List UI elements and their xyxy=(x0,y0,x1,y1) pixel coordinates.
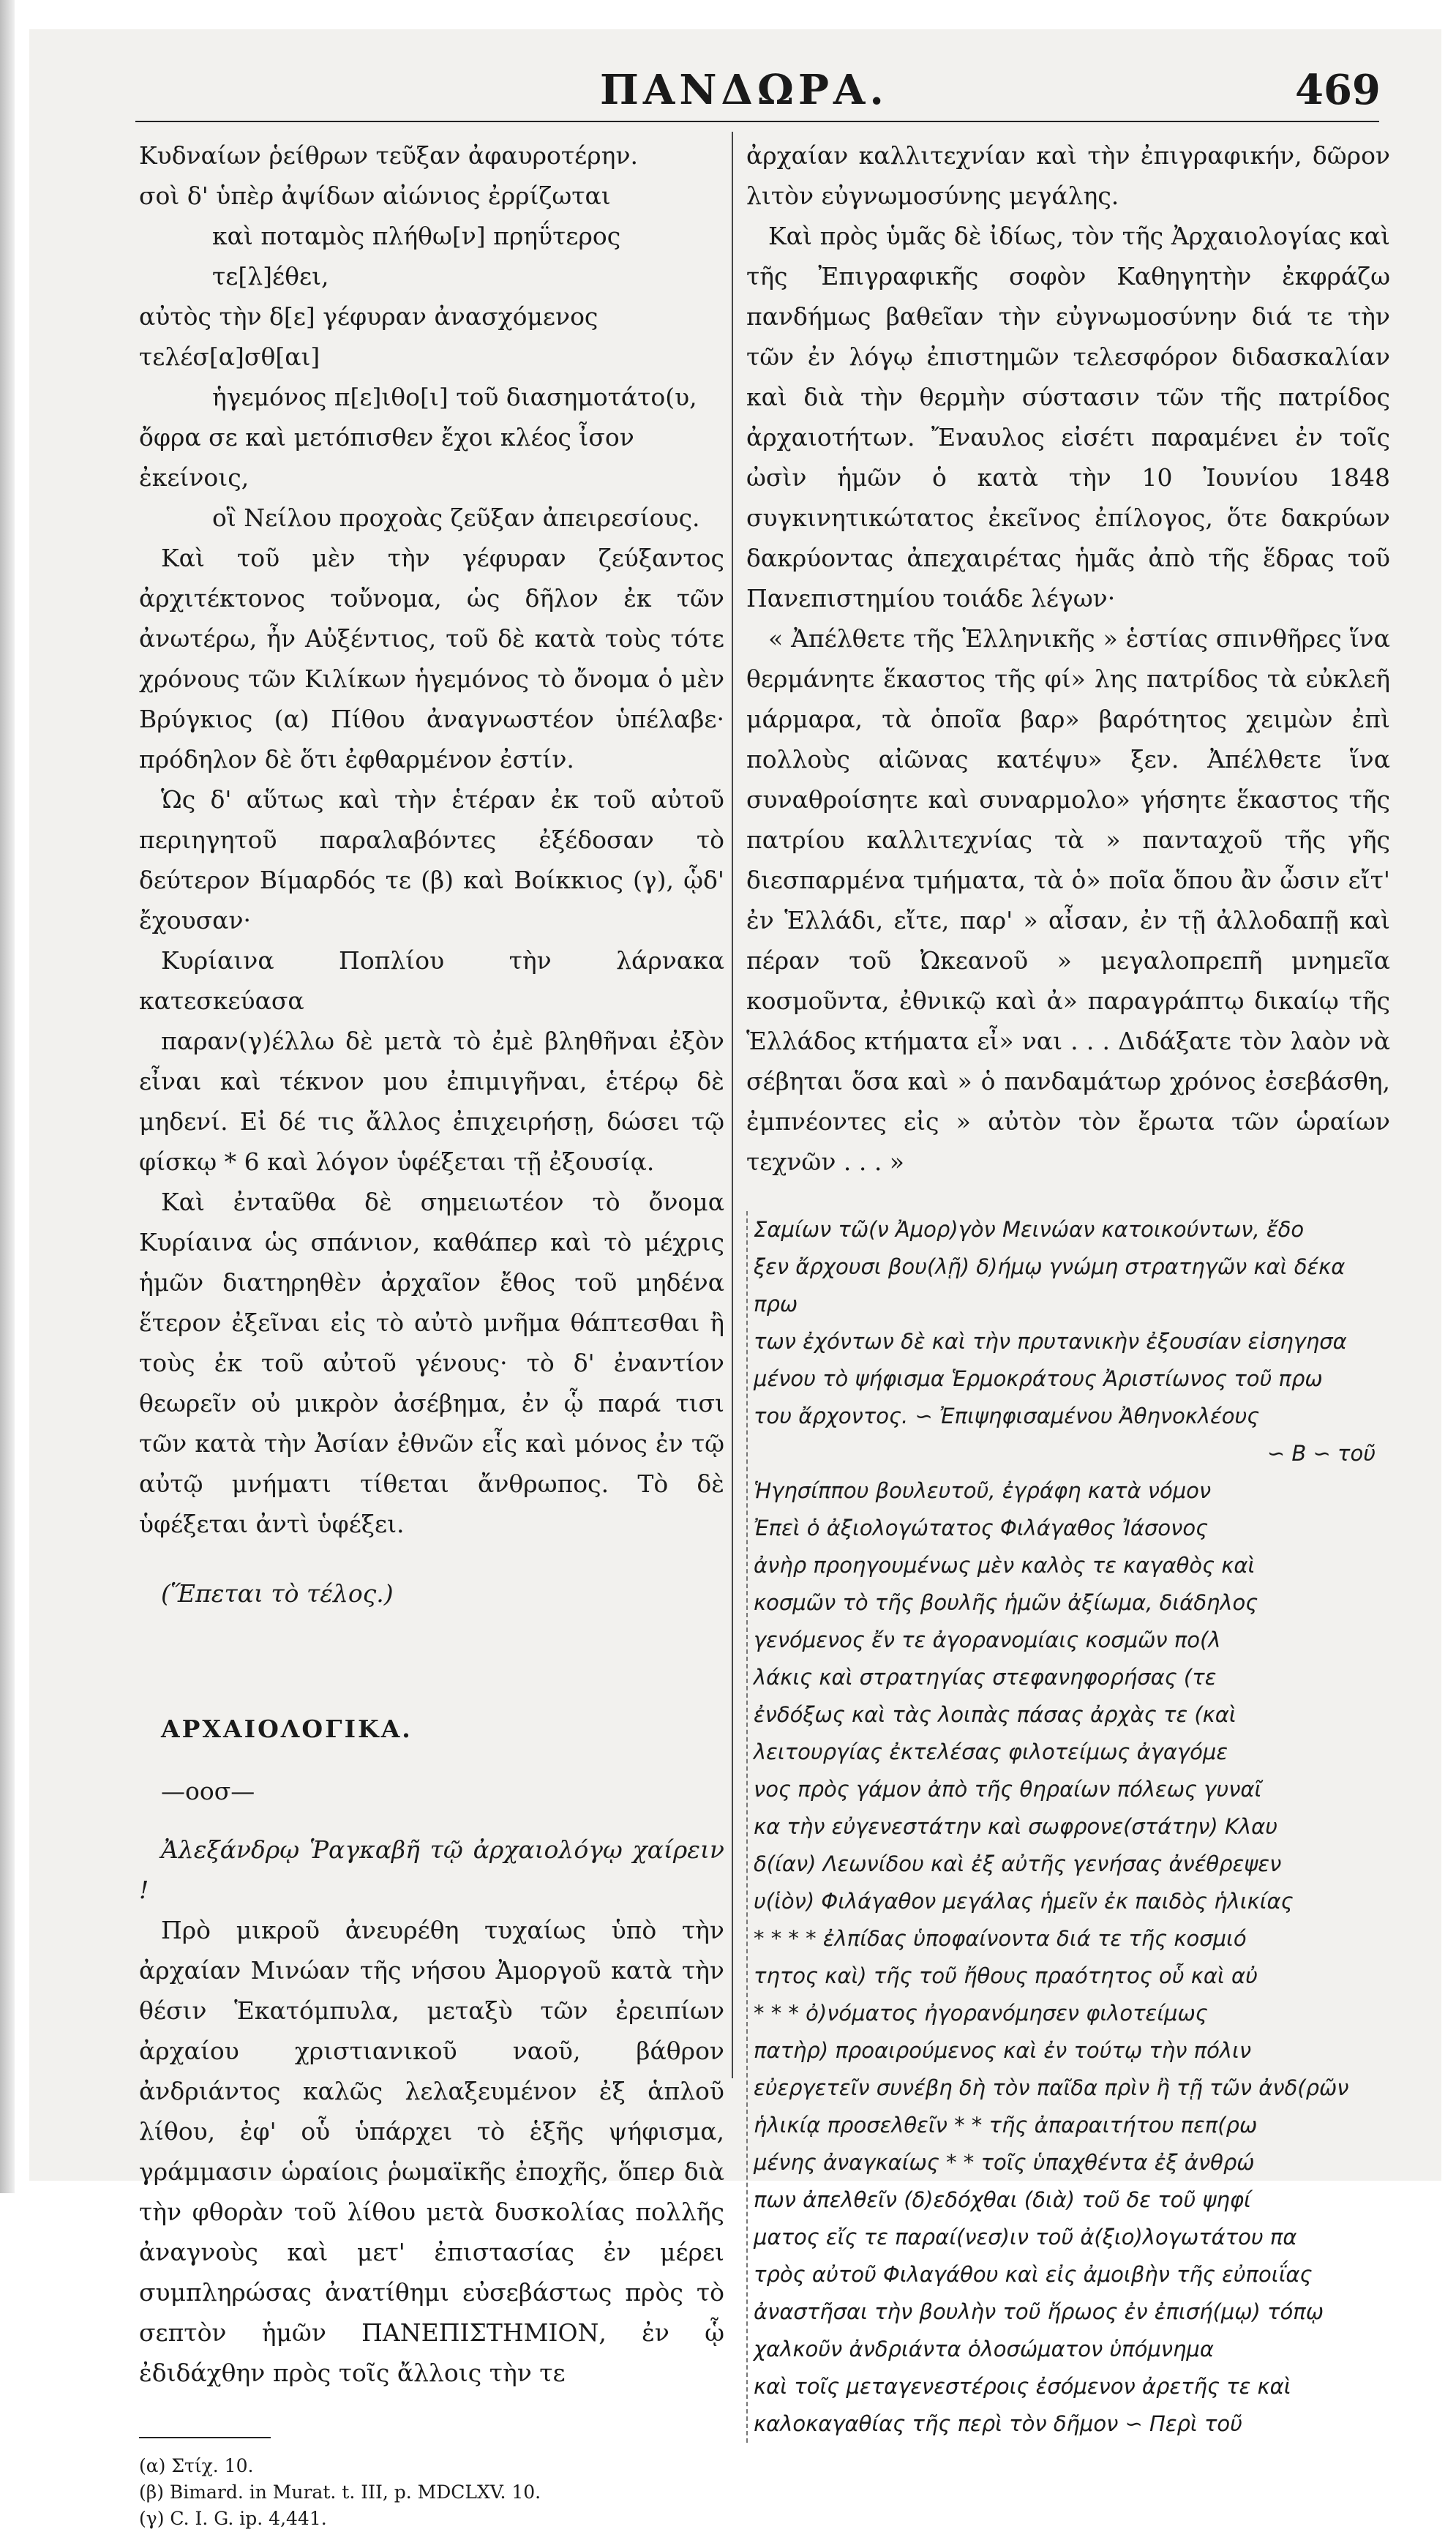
inscription-line: υ(ἱὸν) Φιλάγαθον μεγάλας ἡμεῖν ἐκ παιδὸς ἡλικίας xyxy=(754,1889,1294,1914)
paragraph: Ὡς δ' αὕτως καὶ τὴν ἑτέραν ἐκ τοῦ αὐτοῦ περιηγητοῦ παραλαβόντες ἐξέδοσαν τὸ δεύτερον Βίμαρδός τε (β) καὶ Βοίκκιος (γ), ᾧδ' ἔχουσαν· xyxy=(139,785,724,934)
inscription-line: τητος καὶ) τῆς τοῦ ἤθους πραότητος οὗ καὶ αὐ xyxy=(754,1963,1258,1988)
right-column xyxy=(746,135,1390,2443)
inscription-line: Ἐπεὶ ὁ ἀξιολογώτατος Φιλάγαθος Ἰάσονος xyxy=(754,1516,1209,1540)
poem-line: ὄφρα σε καὶ μετόπισθεν ἔχοι κλέος ἶσον ἐκείνοις, xyxy=(139,423,634,492)
quoted-inscription-line: Κυρίαινα Ποπλίου τὴν λάρνακα κατεσκεύασα xyxy=(139,946,724,1015)
footnotes xyxy=(139,2453,724,2532)
inscription-line: λάκις καὶ στρατηγίας στεφανηφορήσας (τε xyxy=(754,1665,1217,1690)
inscription-line: μένου τὸ ψήφισμα Ἑρμοκράτους Ἀριστίωνος τοῦ πρω xyxy=(754,1366,1323,1391)
left-prose xyxy=(139,538,724,2532)
poem-excerpt xyxy=(139,135,724,538)
running-title: ΠΑΝΔΩΡΑ. xyxy=(600,66,888,114)
right-prose xyxy=(746,135,1390,1182)
poem-line: σοὶ δ' ὑπὲρ ἀψίδων αἰώνιος ἐρρίζωται xyxy=(139,181,611,210)
poem-line: αὐτὸς τὴν δ[ε] γέφυραν ἀνασχόμενος τελέσ[α]σθ[αι] xyxy=(139,302,598,371)
footnote: (α) Στίχ. 10. xyxy=(139,2455,254,2476)
section-title: ΑΡΧΑΙΟΛΟΓΙΚΑ. xyxy=(161,1715,413,1743)
paragraph: Καὶ ἐνταῦθα δὲ σημειωτέον τὸ ὄνομα Κυρίαινα ὡς σπάνιον, καθάπερ καὶ τὸ μέχρις ἡμῶν διατηρηθὲν ἀρχαῖον ἔθος τοῦ μηδένα ἕτερον ἐξεῖναι εἰς τὸ αὐτὸ μνῆμα θάπτεσθαι ἢ τοὺς ἐκ τοῦ αὐτοῦ γένους· τὸ δ' ἐναντίον θεωρεῖν οὐ μικρὸν ἀσέβημα, ἐν ᾧ παρά τισι τῶν κατὰ τὴν Ἀσίαν ἐθνῶν εἷς καὶ μόνος ἐν τῷ αὐτῷ μνήματι τίθεται ἄνθρωπος. Τὸ δὲ ὑφέξεται ἀντὶ ὑφέξει. xyxy=(139,1188,724,1538)
inscription-line: δ(ίαν) Λεωνίδου καὶ ἐξ αὐτῆς γενήσας ἀνέθρεψεν xyxy=(754,1851,1282,1876)
salutation: Ἀλεξάνδρῳ Ῥαγκαβῆ τῷ ἀρχαιολόγῳ χαίρειν ! xyxy=(139,1835,724,1904)
inscription-line: Ἡγησίππου βουλευτοῦ, ἐγράφη κατὰ νόμον xyxy=(754,1478,1212,1503)
inscription-line: Σαμίων τῶ(ν Ἀμορ)γὸν Μεινώαν κατοικούντων, ἔδο xyxy=(754,1217,1305,1242)
poem-line: οἳ Νείλου προχοὰς ζεῦξαν ἀπειρεσίους. xyxy=(212,503,700,532)
column-divider xyxy=(732,132,733,2078)
left-column xyxy=(139,135,724,2532)
inscription-line: ἀνὴρ προηγουμένως μὲν καλὸς τε καγαθὸς καὶ xyxy=(754,1553,1256,1578)
inscription-line: * * * * ἐλπίδας ὑποφαίνοντα διά τε τῆς κοσμιό xyxy=(754,1926,1247,1951)
paragraph: Καὶ πρὸς ὑμᾶς δὲ ἰδίως, τὸν τῆς Ἀρχαιολογίας καὶ τῆς Ἐπιγραφικῆς σοφὸν Καθηγητὴν ἐκφράζω πανδήμως βαθεῖαν τὴν εὐγνωμοσύνην διά τε τὴν τῶν ἐν λόγῳ ἐπιστημῶν τελεσφόρον διδασκαλίαν καὶ διὰ τὴν θερμὴν σύστασιν τῶν τῆς πατρίδος ἀρχαιοτήτων. Ἔναυλος εἰσέτι παραμένει ἐν τοῖς ὠσὶν ἡμῶν ὁ κατὰ τὴν 10 Ἰουνίου 1848 συγκινητικώτατος ἐκεῖνος ἐπίλογος, ὅτε δακρύων δακρύοντας ἀπεχαιρέτας ἡμᾶς ἀπὸ τῆς ἕδρας τοῦ Πανεπιστημίου τοιάδε λέγων· xyxy=(746,222,1390,613)
paragraph: Πρὸ μικροῦ ἀνευρέθη τυχαίως ὑπὸ τὴν ἀρχαίαν Μινώαν τῆς νήσου Ἀμοργοῦ κατὰ τὴν θέσιν Ἑκατόμπυλα, μεταξὺ τῶν ἐρειπίων ἀρχαίου χριστιανικοῦ ναοῦ, βάθρον ἀνδριάντος καλῶς λελαξευμένον ἐξ ἁπλοῦ λίθου, ἐφ' οὗ ὑπάρχει τὸ ἑξῆς ψήφισμα, γράμμασιν ὡραίοις ῥωμαϊκῆς ἐποχῆς, ὅπερ διὰ τὴν φθορὰν τοῦ λίθου μετὰ δυσκολίας πολλῆς ἀναγνοὺς καὶ μετ' ἐπιστασίας ἐν μέρει συμπληρώσας ἀνατίθημι εὐσεβάστως πρὸς τὸ σεπτὸν ἡμῶν ΠΑΝΕΠΙΣΤΗΜΙΟΝ, ἐν ᾧ ἐδιδάχθην πρὸς τοῖς ἄλλοις τὴν τε xyxy=(139,1916,724,2387)
poem-line: Κυδναίων ῥείθρων τεῦξαν ἀφαυροτέρην. xyxy=(139,141,638,170)
poem-line: καὶ ποταμὸς πλήθω[ν] πρηΰτερος τε[λ]έθει, xyxy=(212,222,621,291)
inscription-line: * * * ὀ)νόματος ἠγορανόμησεν φιλοτείμως xyxy=(754,2001,1208,2026)
inscription-line: πατὴρ) προαιρούμενος καὶ ἐν τούτῳ τὴν πόλιν xyxy=(754,2038,1252,2063)
footnote: (γ) C. I. G. ip. 4,441. xyxy=(139,2508,327,2529)
inscription-line: κοσμῶν τὸ τῆς βουλῆς ἡμῶν ἀξίωμα, διάδηλος xyxy=(754,1590,1258,1615)
inscription-line: των ἐχόντων δὲ καὶ τὴν πρυτανικὴν ἐξουσίαν εἰσηγησα xyxy=(754,1329,1347,1354)
paragraph: ἀρχαίαν καλλιτεχνίαν καὶ τὴν ἐπιγραφικήν, δῶρον λιτὸν εὐγνωμοσύνης μεγάλης. xyxy=(746,141,1390,210)
inscription-line: εὐεργετεῖν συνέβη δὴ τὸν παῖδα πρὶν ἢ τῇ τῶν ἀνδ(ρῶν xyxy=(754,2075,1349,2100)
ornament-divider: —οοσ— xyxy=(161,1777,255,1805)
inscription-line: γενόμενος ἔν τε ἀγορανομίαις κοσμῶν πο(λ xyxy=(754,1628,1221,1652)
scan-edge xyxy=(0,0,15,2193)
inscription-line: ἐνδόξως καὶ τὰς λοιπὰς πάσας ἀρχὰς τε (καὶ xyxy=(754,1702,1237,1727)
inscription-line: ἡλικίᾳ προσελθεῖν * * τῆς ἀπαραιτήτου πεπ(ρω xyxy=(754,2113,1258,2138)
inscription-line: νος πρὸς γάμον ἀπὸ τῆς θηραίων πόλεως γυναῖ xyxy=(754,1777,1262,1802)
paragraph: Καὶ τοῦ μὲν τὴν γέφυραν ζεύξαντος ἀρχιτέκτονος τοὔνομα, ὡς δῆλον ἐκ τῶν ἀνωτέρω, ἦν Αὐξέντιος, τοῦ δὲ κατὰ τοὺς τότε χρόνους τῶν Κιλίκων ἡγεμόνος τὸ ὄνομα ὁ μὲν Βρύγκιος (α) Πίθου ἀναγνωστέον ὑπέλαβε· πρόδηλον δὲ ὅτι ἐφθαρμένον ἐστίν. xyxy=(139,544,724,774)
quoted-inscription-text: παραν(γ)έλλω δὲ μετὰ τὸ ἐμὲ βληθῆναι ἐξὸν εἶναι καὶ τέκνον μου ἐπιμιγῆναι, ἑτέρῳ δὲ μηδενί. Εἰ δέ τις ἄλλος ἐπιχειρήσῃ, δώσει τῷ φίσκῳ * 6 καὶ λόγον ὑφέξεται τῇ ἐξουσίᾳ. xyxy=(139,1027,724,1176)
inscription-line: ∽ B ∽ τοῦ xyxy=(1267,1441,1376,1466)
inscription-line: καλοκαγαθίας τῆς περὶ τὸν δῆμον ∽ Περὶ τοῦ xyxy=(754,2411,1242,2436)
footnote-rule xyxy=(139,2437,271,2438)
inscription-line: ἀναστῆσαι τὴν βουλὴν τοῦ ἥρωος ἐν ἐπισή(μῳ) τόπῳ xyxy=(754,2299,1324,2324)
inscription-line: τρὸς αὐτοῦ Φιλαγάθου καὶ εἰς ἀμοιβὴν τῆς εὐποιΐας xyxy=(754,2262,1313,2287)
inscription-line: του ἄρχοντος. ∽ Ἐπιψηφισαμένου Ἀθηνοκλέους xyxy=(754,1404,1260,1428)
to-be-continued: (Ἕπεται τὸ τέλος.) xyxy=(161,1579,394,1608)
poem-line: ἡγεμόνος π[ε]ιθο[ι] τοῦ διασημοτάτο(υ, xyxy=(212,383,697,411)
inscription-line: κα τὴν εὐγενεστάτην καὶ σωφρονε(στάτην) Κλαυ xyxy=(754,1814,1278,1839)
inscription-line: καὶ τοῖς μεταγενεστέροις ἐσόμενον ἀρετῆς τε καὶ xyxy=(754,2374,1291,2399)
footnote: (β) Bimard. in Murat. t. III, p. MDCLXV. 10. xyxy=(139,2482,541,2503)
header-rule xyxy=(135,121,1379,122)
inscription-line: πων ἀπελθεῖν (δ)εδόχθαι (διὰ) τοῦ δε τοῦ ψηφί xyxy=(754,2187,1251,2212)
page-number: 469 xyxy=(1295,66,1381,114)
professor-quote: « Ἀπέλθετε τῆς Ἑλληνικῆς » ἑστίας σπινθῆρες ἵνα θερμάνητε ἕκαστος τῆς φί» λης πατρίδος τὰ εὐκλεῆ μάρμαρα, τὰ ὁποῖα βαρ» βαρότητος χειμὼν ἐπὶ πολλοὺς αἰῶνας κατέψυ» ξεν. Ἀπέλθετε ἵνα συναθροίσητε καὶ συναρμολο» γήσητε ἕκαστος τῆς πατρίου καλλιτεχνίας τὰ » πανταχοῦ τῆς γῆς διεσπαρμένα τμήματα, τὰ ὁ» ποῖα ὅπου ἂν ὦσιν εἴτ' ἐν Ἑλλάδι, εἴτε, παρ' » αἶσαν, ἐν τῇ ἀλλοδαπῇ καὶ πέραν τοῦ Ὠκεανοῦ » μεγαλοπρεπῆ μνημεῖα κοσμοῦντα, ἐθνικῷ καὶ ἀ» παραγράπτῳ δικαίῳ τῆς Ἑλλάδος κτήματα εἶ» ναι . . . Διδάξατε τὸν λαὸν νὰ σέβηται ὅσα καὶ » ὁ πανδαμάτωρ χρόνος ἐσεβάσθη, ἐμπνέοντες εἰς » αὐτὸν τὸν ἔρωτα τῶν ὡραίων τεχνῶν . . . » xyxy=(746,624,1390,1176)
inscription-line: μένης ἀναγκαίως * * τοῖς ὑπαχθέντα ἐξ ἀνθρώ xyxy=(754,2150,1255,2175)
inscription-transcription xyxy=(746,1211,1390,2443)
inscription-line: ματος εἴς τε παραί(νεσ)ιν τοῦ ἀ(ξιο)λογωτάτου πα xyxy=(754,2225,1297,2250)
inscription-line: ξεν ἄρχουσι βου(λῇ) δ)ήμῳ γνώμη στρατηγῶν καὶ δέκα πρω xyxy=(754,1254,1346,1316)
inscription-line: χαλκοῦν ἀνδριάντα ὁλοσώματον ὑπόμνημα xyxy=(754,2337,1214,2361)
inscription-line: λειτουργίας ἐκτελέσας φιλοτείμως ἀγαγόμε xyxy=(754,1739,1228,1764)
